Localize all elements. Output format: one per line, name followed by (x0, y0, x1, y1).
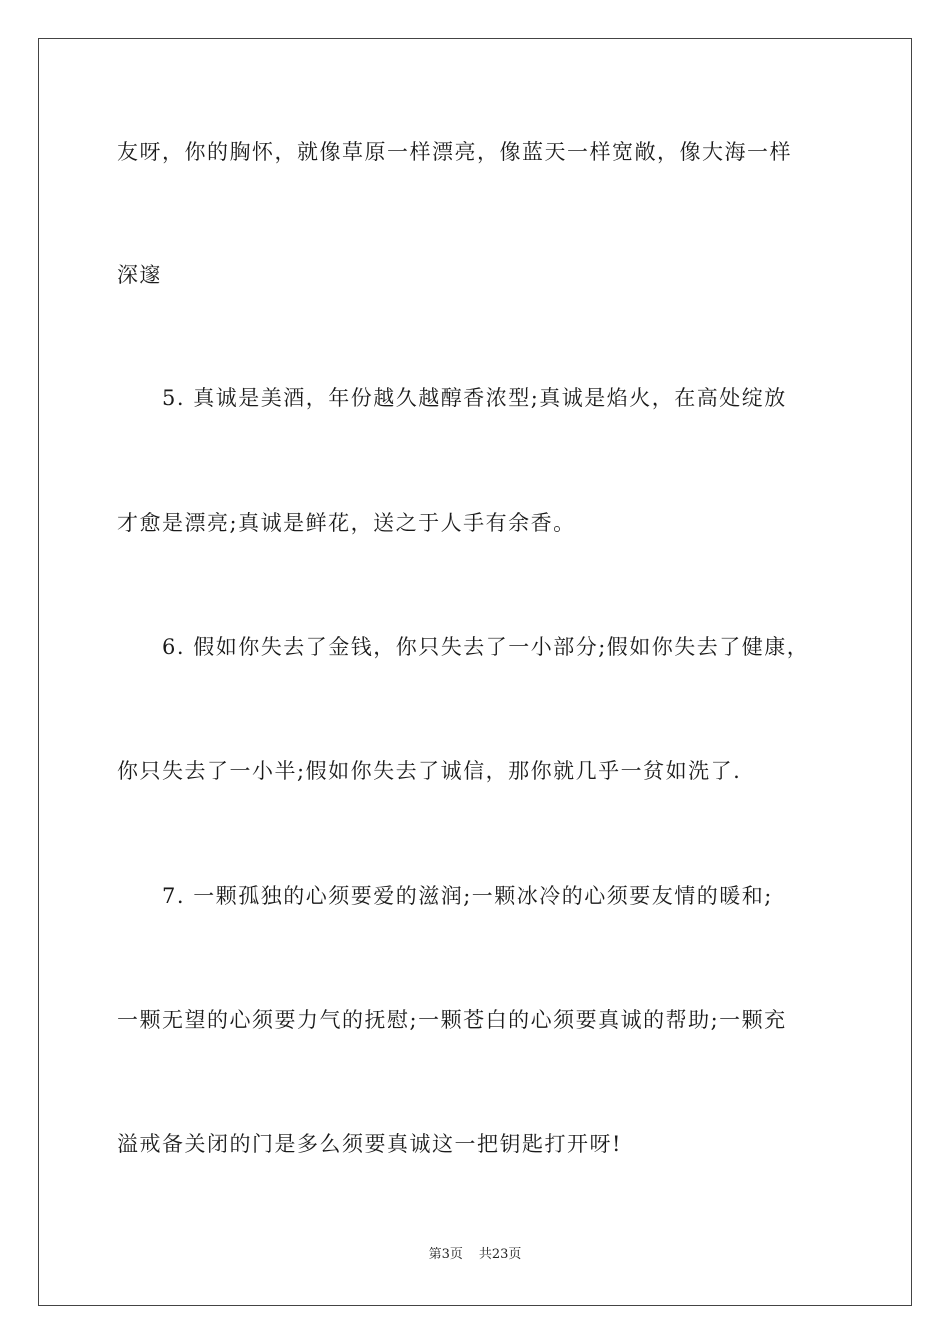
page-border (38, 38, 912, 1306)
page-number: 第3页 (428, 1247, 463, 1262)
list-item-6-line-2: 你只失去了一小半;假如你失去了诚信，那你就几乎一贫如洗了. (117, 759, 742, 783)
page-total: 共23页 (478, 1247, 522, 1262)
list-item-7-line-3: 溢戒备关闭的门是多么须要真诚这一把钥匙打开呀! (117, 1132, 622, 1156)
text-line-1: 友呀，你的胸怀，就像草原一样漂亮，像蓝天一样宽敞，像大海一样 (117, 140, 792, 164)
list-item-5-line-1: 5. 真诚是美酒，年份越久越醇香浓型;真诚是焰火，在高处绽放 (162, 386, 787, 410)
list-item-6-line-1: 6. 假如你失去了金钱，你只失去了一小部分;假如你失去了健康， (162, 635, 810, 659)
page-footer (0, 1247, 950, 1263)
list-item-7-line-1: 7. 一颗孤独的心须要爱的滋润;一颗冰冷的心须要友情的暖和; (162, 884, 773, 908)
text-line-2: 深邃 (117, 263, 162, 287)
list-item-7-line-2: 一颗无望的心须要力气的抚慰;一颗苍白的心须要真诚的帮助;一颗充 (117, 1008, 787, 1032)
list-item-5-line-2: 才愈是漂亮;真诚是鲜花，送之于人手有余香。 (117, 511, 576, 535)
